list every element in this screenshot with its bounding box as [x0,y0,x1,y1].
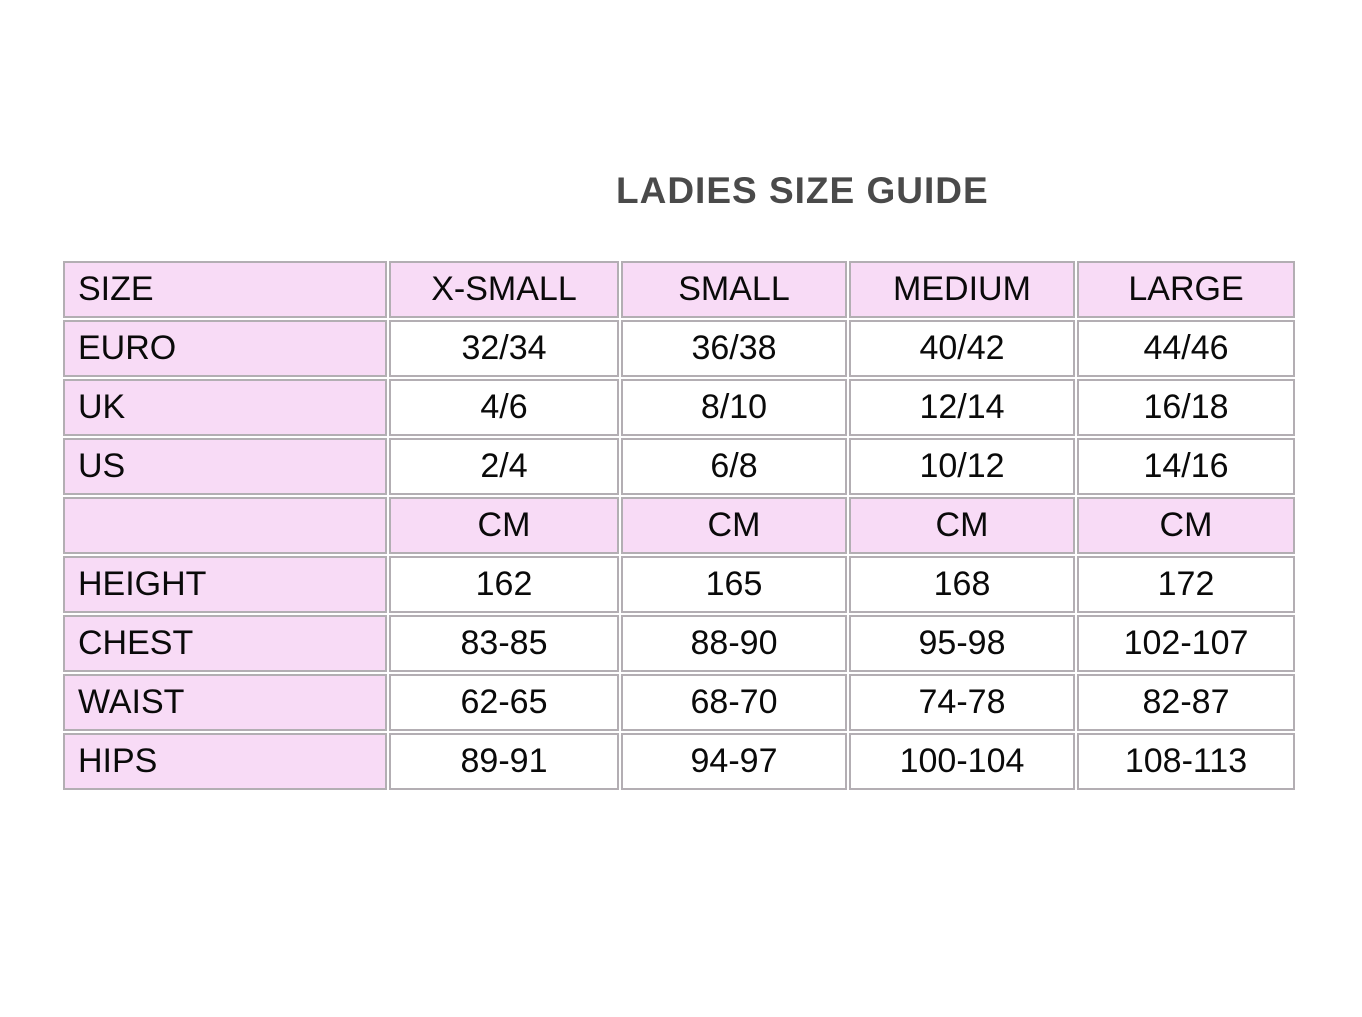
value-cell: 2/4 [389,438,619,495]
value-cell: 8/10 [621,379,847,436]
value-cell: 165 [621,556,847,613]
value-cell: 4/6 [389,379,619,436]
value-cell: 44/46 [1077,320,1295,377]
value-cell: 36/38 [621,320,847,377]
value-cell: 74-78 [849,674,1075,731]
value-cell: 95-98 [849,615,1075,672]
value-cell: 10/12 [849,438,1075,495]
value-cell: 12/14 [849,379,1075,436]
row-label-cell: EURO [63,320,387,377]
column-header-small: SMALL [621,261,847,318]
table-row-uk [63,379,1295,436]
column-header-large: LARGE [1077,261,1295,318]
value-cell: 162 [389,556,619,613]
value-cell: 172 [1077,556,1295,613]
row-label-cell: US [63,438,387,495]
page-title: LADIES SIZE GUIDE [616,170,989,211]
table-row-hips [63,733,1295,790]
value-cell: 16/18 [1077,379,1295,436]
value-cell: 83-85 [389,615,619,672]
value-cell: 6/8 [621,438,847,495]
value-cell: 68-70 [621,674,847,731]
value-cell: 89-91 [389,733,619,790]
table-row-height [63,556,1295,613]
column-header-xsmall: X-SMALL [389,261,619,318]
table-row-euro [63,320,1295,377]
size-guide-table [61,259,1297,792]
row-label-cell: HIPS [63,733,387,790]
table-row-units-cm [63,497,1295,554]
units-cell: CM [621,497,847,554]
column-header-medium: MEDIUM [849,261,1075,318]
value-cell: 88-90 [621,615,847,672]
value-cell: 82-87 [1077,674,1295,731]
units-cell: CM [849,497,1075,554]
units-cell: CM [389,497,619,554]
units-cell: CM [1077,497,1295,554]
value-cell: 168 [849,556,1075,613]
row-label-cell [63,497,387,554]
value-cell: 102-107 [1077,615,1295,672]
row-label-cell: UK [63,379,387,436]
value-cell: 108-113 [1077,733,1295,790]
table-row-chest [63,615,1295,672]
value-cell: 62-65 [389,674,619,731]
table-row-waist [63,674,1295,731]
table-row-us [63,438,1295,495]
column-header-size: SIZE [63,261,387,318]
row-label-cell: CHEST [63,615,387,672]
value-cell: 94-97 [621,733,847,790]
row-label-cell: WAIST [63,674,387,731]
value-cell: 100-104 [849,733,1075,790]
row-label-cell: HEIGHT [63,556,387,613]
value-cell: 32/34 [389,320,619,377]
value-cell: 14/16 [1077,438,1295,495]
value-cell: 40/42 [849,320,1075,377]
table-header-row [63,261,1295,318]
